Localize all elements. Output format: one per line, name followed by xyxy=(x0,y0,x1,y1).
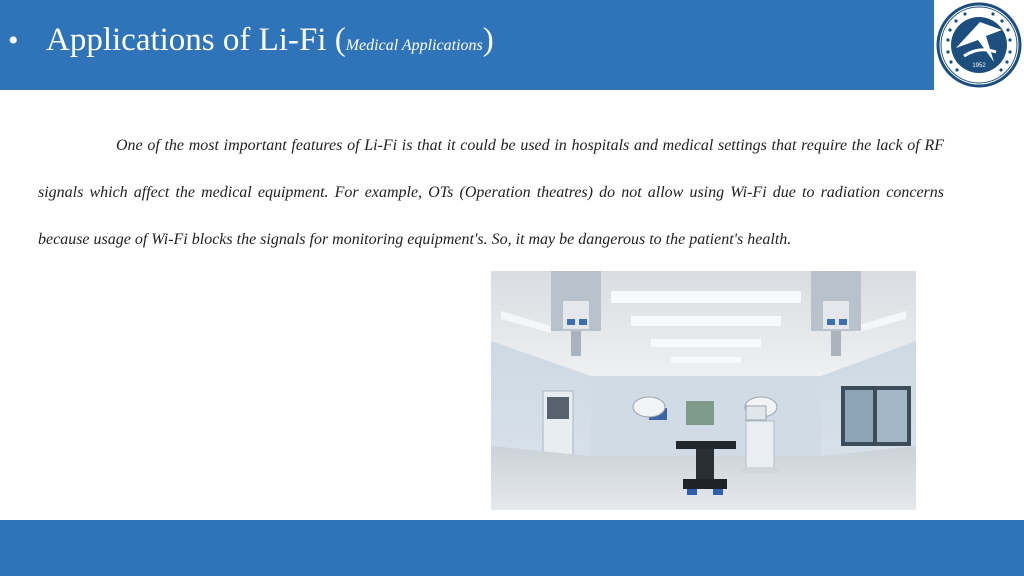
university-logo xyxy=(934,0,1024,90)
body-paragraph: One of the most important features of Li-Fi is that it could be used in hospitals and medical settings that require the lack of RF signals which affect the medical equipment. For example, OTs (Operation theatres) do not allow using Wi-Fi due to radiation concerns because usage of Wi-Fi blocks the signals for monitoring equipment's. So, it may be dangerous to the patient's health. xyxy=(38,137,944,248)
footer-banner xyxy=(0,520,1024,576)
title-bullet: • xyxy=(8,24,19,57)
title-main-text: Applications of Li-Fi ( xyxy=(46,22,346,58)
title-banner xyxy=(0,0,934,90)
title-close-paren: ) xyxy=(482,22,494,58)
logo-year: 1952 xyxy=(972,63,986,69)
operating-room-photo xyxy=(491,271,916,510)
slide-title xyxy=(0,22,494,72)
university-seal-icon xyxy=(934,0,1024,90)
title-subtitle-text: Medical Applications xyxy=(345,37,483,54)
